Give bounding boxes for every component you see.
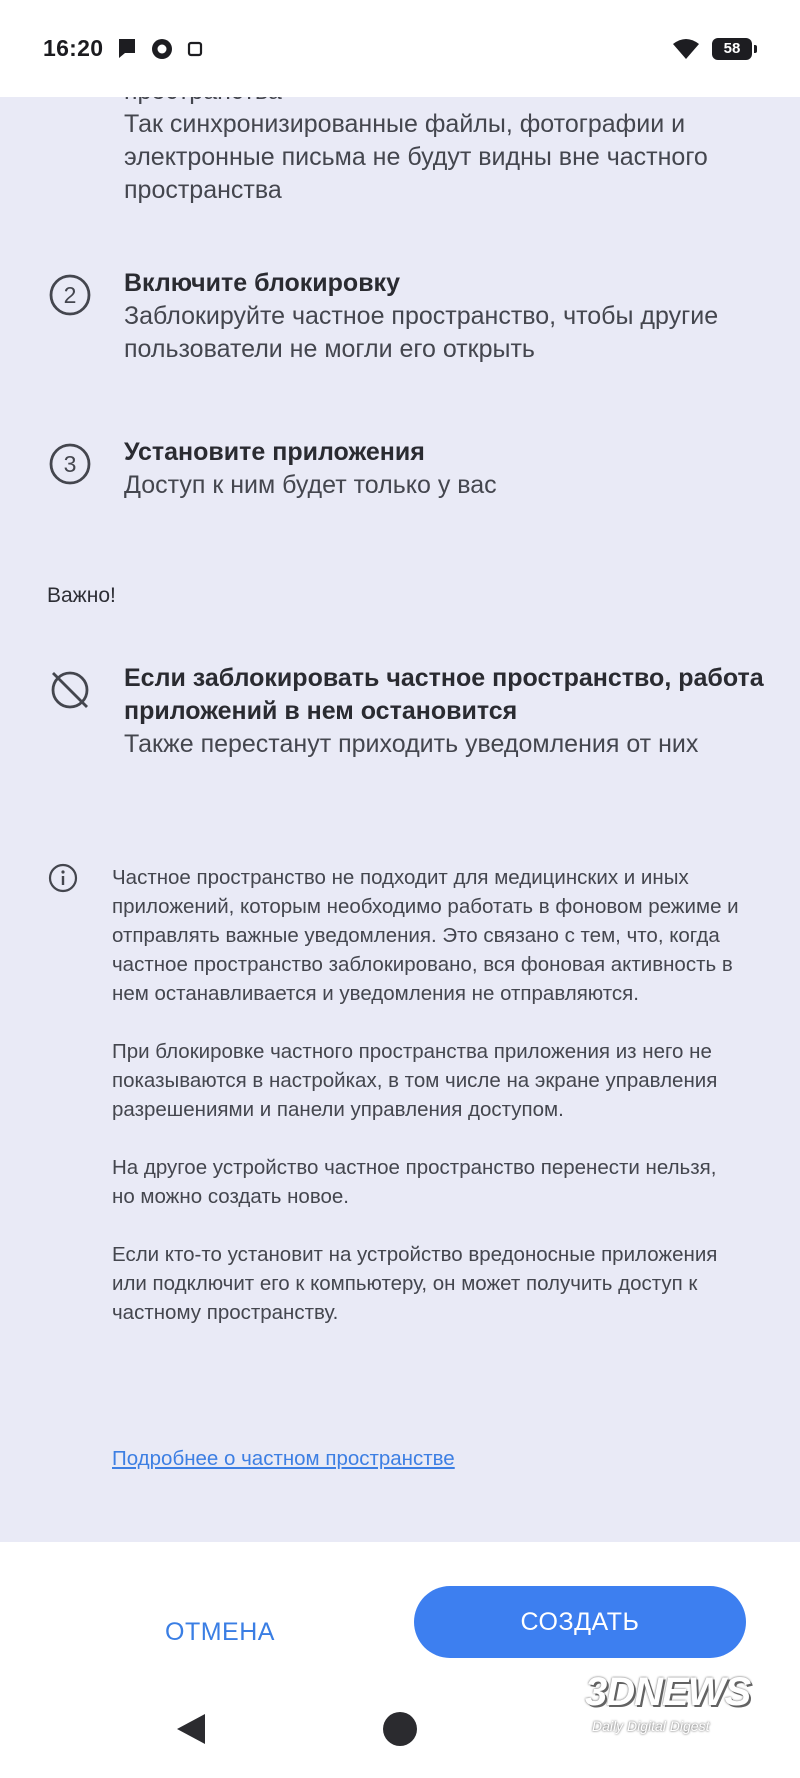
status-time: 16:20 <box>43 35 104 61</box>
number-2-icon <box>48 273 92 317</box>
circle-app-icon <box>151 38 173 60</box>
step-description: Так синхронизированные файлы, фотографии и электронные письма не будут видны вне частного пространства <box>124 110 708 204</box>
warning-text-block <box>124 662 764 761</box>
watermark-sub: Daily Digital Digest <box>592 1718 710 1734</box>
wifi-icon <box>672 38 700 60</box>
number-3-icon <box>48 442 92 486</box>
back-nav-icon[interactable] <box>175 1712 207 1746</box>
info-icon <box>48 863 78 893</box>
status-bar <box>0 0 800 97</box>
learn-more-link[interactable]: Подробнее о частном пространстве <box>112 1447 455 1470</box>
info-paragraph: При блокировке частного пространства приложения из него не показываются в настройках, в том числе на экране управления разрешениями и панели управления доступом. <box>112 1040 718 1121</box>
battery-level: 58 <box>723 40 741 57</box>
create-button[interactable]: СОЗДАТЬ <box>414 1586 746 1658</box>
warning-title: Если заблокировать частное пространство, работа приложений в нем остановится <box>124 664 764 725</box>
info-paragraph: На другое устройство частное пространство перенести нельзя, но можно создать новое. <box>112 1156 717 1208</box>
step-title: Установите приложения <box>124 438 425 466</box>
warning-description: Также перестанут приходить уведомления от них <box>124 730 699 758</box>
step-text-block <box>124 267 764 366</box>
message-icon <box>117 38 137 60</box>
step-number: 2 <box>63 282 77 308</box>
step-description: Заблокируйте частное пространство, чтобы другие пользователи не могли его открыть <box>124 302 719 363</box>
info-paragraph: Частное пространство не подходит для медицинских и иных приложений, которым необходимо работать в фоновом режиме и отправлять важные уведомления. Это связано с тем, что, когда частное пространство заблокировано, вся фоновая активность в нем останавливается и уведомления не отправляются. <box>112 866 739 1005</box>
step-text-block <box>124 436 764 502</box>
status-system-icons <box>672 38 752 60</box>
cancel-button[interactable]: ОТМЕНА <box>115 1598 325 1666</box>
main-content[interactable] <box>0 97 800 1542</box>
info-paragraph: Если кто-то установит на устройство вредоносные приложения или подключит его к компьютеру, он может получить доступ к частному пространству. <box>112 1243 718 1324</box>
watermark-logo <box>570 1640 800 1778</box>
step-description: Доступ к ним будет только у вас <box>124 471 497 499</box>
important-label: Важно! <box>47 584 116 607</box>
watermark-main: 3DNEWS <box>585 1670 751 1714</box>
status-notification-icons <box>117 38 203 60</box>
step-number: 3 <box>63 451 77 477</box>
info-text-block <box>112 863 742 1356</box>
home-nav-icon[interactable] <box>383 1712 417 1746</box>
step-title: Включите блокировку <box>124 269 400 297</box>
notifications-off-icon <box>48 668 92 712</box>
battery-icon <box>712 38 752 60</box>
square-app-icon <box>187 41 203 57</box>
